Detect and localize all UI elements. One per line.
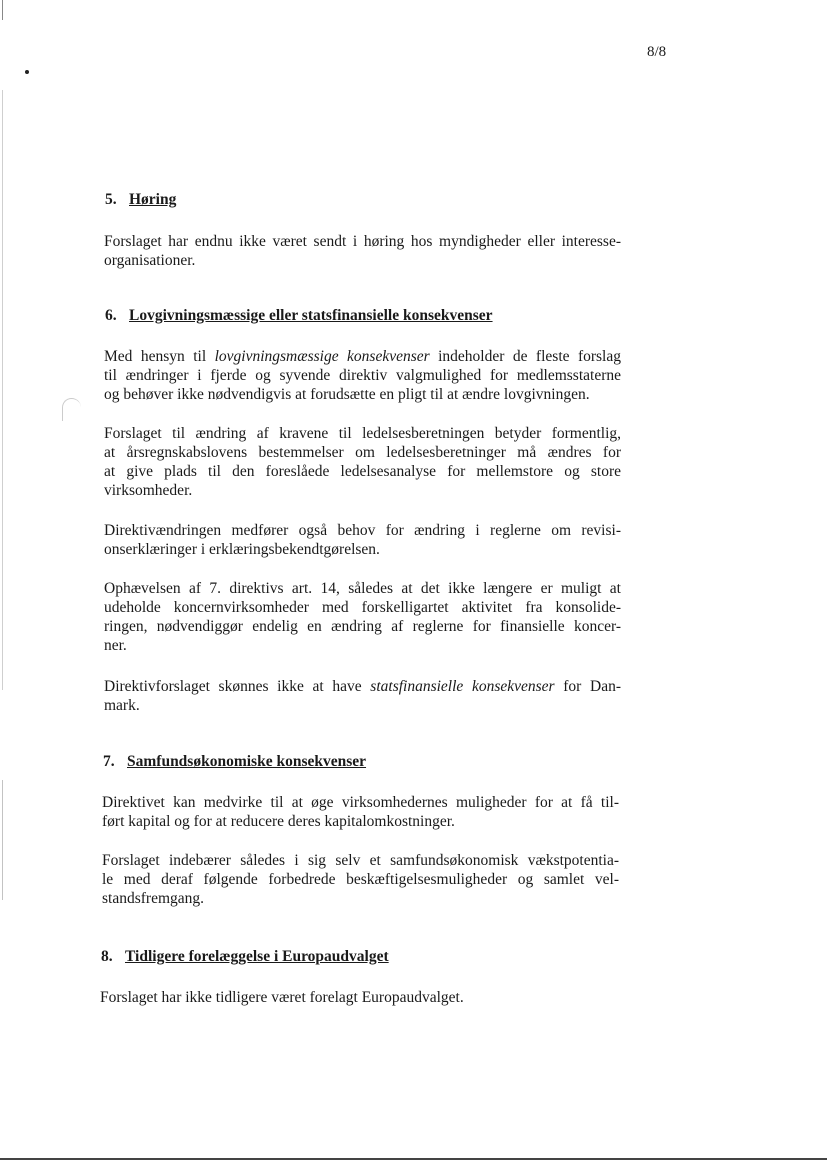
paragraph [104,579,621,655]
section-title: Lovgivningsmæssige eller statsfinansielle konsekvenser [129,307,493,324]
section-number: 7. [103,753,115,770]
bullet-mark [25,70,29,74]
paragraph [104,347,621,404]
section-heading-horing [105,191,176,209]
text-segment: Direktivforslaget skønnes ikke at have [104,678,371,695]
section-title: Høring [129,191,177,208]
section-number: 8. [101,948,113,965]
text-line: udeholde koncernvirksomheder med forskelligartet aktivitet fra konsolide- [104,599,621,616]
text-line: ført kapital og for at reducere deres kapitalomkostninger. [102,813,455,830]
page-number: 8/8 [647,44,667,60]
text-segment: for Dan- [554,678,621,695]
text-line: Direktivet kan medvirke til at øge virksomhedernes muligheder for at få til- [102,794,619,811]
scan-edge-line [2,0,3,20]
paragraph [104,677,621,715]
text-segment: indeholder de fleste forslag [429,348,621,365]
text-line: til ændringer i fjerde og syvende direktiv valgmulighed for medlemsstaterne [104,367,621,384]
section-title: Samfundsøkonomiske konsekvenser [127,753,367,770]
scan-edge-line [2,780,3,900]
text-line: organisationer. [104,252,196,269]
text-line: onserklæringer i erklæringsbekendtgørelsen. [104,541,380,558]
text-line: le med deraf følgende forbedrede beskæftigelsesmuligheder og samlet vel- [102,871,619,888]
text-line: Direktivændringen medfører også behov for ændring i reglerne om revisi- [104,522,621,539]
scan-edge-line [2,90,3,690]
text-line: at give plads til den foreslåede ledelsesanalyse for mellemstore og store [104,463,621,480]
text-line: Forslaget har endnu ikke været sendt i høring hos myndigheder eller interesse- [104,233,621,250]
text-segment: Med hensyn til [104,348,215,365]
paragraph [104,424,621,500]
text-line: og behøver ikke nødvendigvis at forudsætte en pligt til at ændre lovgivningen. [104,386,590,403]
text-line [104,347,621,366]
section-heading-konsekvenser [105,307,493,325]
paragraph [102,793,619,831]
text-line: Forslaget indebærer således i sig selv et samfundsøkonomisk vækstpotentia- [102,852,619,869]
bottom-rule [0,1158,827,1160]
text-line: Forslaget til ændring af kravene til ledelsesberetningen betyder formentlig, [104,425,621,442]
section-number: 5. [105,191,117,208]
text-line: at årsregnskabslovens bestemmelser om ledelsesberetninger må ændres for [104,444,621,461]
italic-term: lovgivningsmæssige konsekvenser [214,348,430,365]
text-line: virksomheder. [104,482,193,499]
paragraph [104,232,621,270]
text-line: ringen, nødvendiggør endelig en ændring af reglerne for finansielle koncer- [104,618,621,635]
section-heading-europaudvalget [101,948,389,966]
text-line: mark. [104,697,140,714]
text-line: Ophævelsen af 7. direktivs art. 14, således at det ikke længere er muligt at [104,580,621,597]
section-heading-samfundsokonomi [103,753,366,771]
italic-term: statsfinansielle konsekvenser [370,678,555,695]
paragraph [102,851,619,908]
scan-artifact [62,398,81,421]
section-title: Tidligere forelæggelse i Europaudvalget [125,948,389,965]
section-number: 6. [105,307,117,324]
paragraph [100,988,617,1007]
text-line: Forslaget har ikke tidligere været forelagt Europaudvalget. [100,989,464,1006]
text-line [104,677,621,696]
text-line: ner. [104,637,127,654]
text-line: standsfremgang. [102,890,205,907]
paragraph [104,521,621,559]
